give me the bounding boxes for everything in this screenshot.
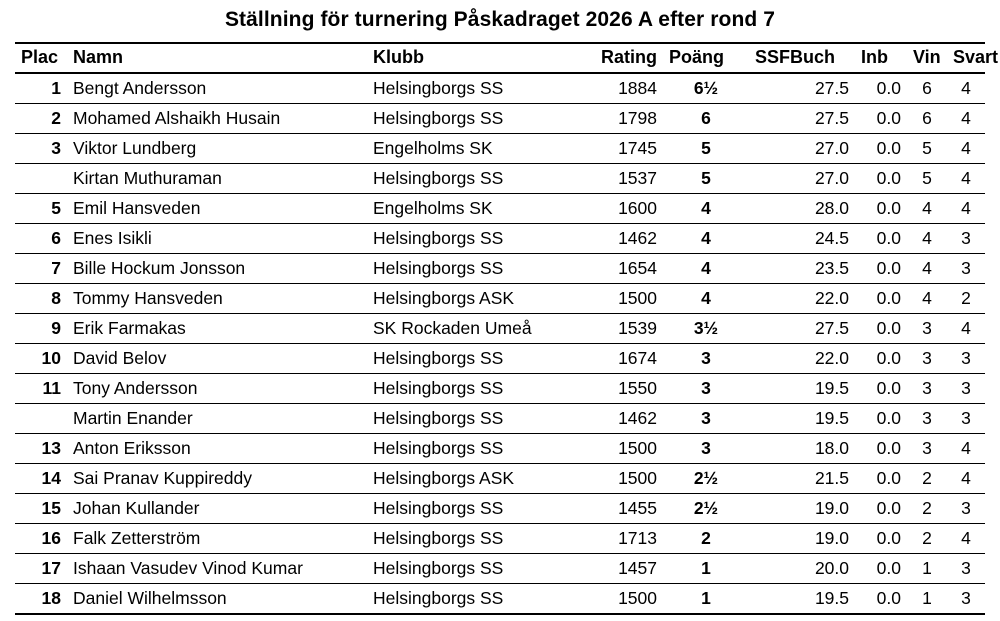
- cell-rating: 1884: [575, 73, 663, 104]
- cell-svart: 4: [947, 434, 985, 464]
- table-row: [15, 584, 985, 615]
- cell-klubb: Engelholms SK: [367, 194, 575, 224]
- table-row: [15, 494, 985, 524]
- cell-plac: 1: [15, 73, 67, 104]
- cell-ssfbuch: 27.5: [749, 314, 855, 344]
- cell-plac: 15: [15, 494, 67, 524]
- page-title: Ställning för turnering Påskadraget 2026 A efter rond 7: [224, 8, 776, 31]
- cell-vin: 3: [907, 404, 947, 434]
- cell-ssfbuch: 19.0: [749, 524, 855, 554]
- column-header-poang: Poäng: [663, 43, 749, 73]
- cell-inb: 0.0: [855, 73, 907, 104]
- cell-inb: 0.0: [855, 524, 907, 554]
- cell-plac: 7: [15, 254, 67, 284]
- cell-plac: 10: [15, 344, 67, 374]
- table-row: [15, 314, 985, 344]
- cell-vin: 1: [907, 584, 947, 615]
- cell-vin: 6: [907, 73, 947, 104]
- cell-klubb: Helsingborgs SS: [367, 584, 575, 615]
- column-header-klubb: Klubb: [367, 43, 575, 73]
- cell-namn: Kirtan Muthuraman: [67, 164, 367, 194]
- table-row: [15, 194, 985, 224]
- cell-ssfbuch: 22.0: [749, 284, 855, 314]
- cell-inb: 0.0: [855, 554, 907, 584]
- cell-namn: David Belov: [67, 344, 367, 374]
- cell-poang: 3: [663, 344, 749, 374]
- cell-plac: 2: [15, 104, 67, 134]
- cell-klubb: Helsingborgs SS: [367, 104, 575, 134]
- cell-rating: 1745: [575, 134, 663, 164]
- cell-poang: 3½: [663, 314, 749, 344]
- cell-poang: 3: [663, 434, 749, 464]
- cell-namn: Falk Zetterström: [67, 524, 367, 554]
- cell-poang: 2: [663, 524, 749, 554]
- cell-ssfbuch: 21.5: [749, 464, 855, 494]
- cell-vin: 4: [907, 284, 947, 314]
- cell-inb: 0.0: [855, 134, 907, 164]
- cell-vin: 4: [907, 254, 947, 284]
- cell-rating: 1713: [575, 524, 663, 554]
- cell-rating: 1500: [575, 434, 663, 464]
- cell-rating: 1500: [575, 284, 663, 314]
- standings-table: [15, 42, 999, 615]
- cell-ssfbuch: 27.5: [749, 104, 855, 134]
- cell-rating: 1600: [575, 194, 663, 224]
- cell-rating: 1539: [575, 314, 663, 344]
- cell-klubb: Helsingborgs SS: [367, 554, 575, 584]
- cell-namn: Mohamed Alshaikh Husain: [67, 104, 367, 134]
- cell-vin: 5: [907, 164, 947, 194]
- cell-vin: 5: [907, 134, 947, 164]
- column-header-namn: Namn: [67, 43, 367, 73]
- table-row: [15, 284, 985, 314]
- cell-klubb: Helsingborgs SS: [367, 164, 575, 194]
- cell-namn: Johan Kullander: [67, 494, 367, 524]
- cell-inb: 0.0: [855, 104, 907, 134]
- cell-poang: 3: [663, 374, 749, 404]
- cell-svart: 3: [947, 494, 985, 524]
- cell-ssfbuch: 28.0: [749, 194, 855, 224]
- cell-rating: 1537: [575, 164, 663, 194]
- cell-inb: 0.0: [855, 284, 907, 314]
- cell-vin: 6: [907, 104, 947, 134]
- cell-svart: 4: [947, 73, 985, 104]
- cell-vin: 4: [907, 224, 947, 254]
- cell-svart: 4: [947, 104, 985, 134]
- cell-namn: Anton Eriksson: [67, 434, 367, 464]
- cell-svart: 3: [947, 374, 985, 404]
- cell-namn: Martin Enander: [67, 404, 367, 434]
- cell-ssfbuch: 20.0: [749, 554, 855, 584]
- column-header-svart: Svart: [947, 43, 985, 73]
- cell-poang: 1: [663, 554, 749, 584]
- cell-poang: 4: [663, 254, 749, 284]
- cell-vin: 2: [907, 524, 947, 554]
- cell-poang: 5: [663, 164, 749, 194]
- cell-inb: 0.0: [855, 254, 907, 284]
- cell-plac: 6: [15, 224, 67, 254]
- cell-svart: 3: [947, 344, 985, 374]
- cell-ssfbuch: 23.5: [749, 254, 855, 284]
- cell-rating: 1500: [575, 584, 663, 615]
- cell-ssfbuch: 24.5: [749, 224, 855, 254]
- cell-klubb: Helsingborgs SS: [367, 404, 575, 434]
- cell-rating: 1550: [575, 374, 663, 404]
- cell-ssfbuch: 19.5: [749, 404, 855, 434]
- cell-plac: 3: [15, 134, 67, 164]
- cell-vin: 3: [907, 314, 947, 344]
- cell-namn: Viktor Lundberg: [67, 134, 367, 164]
- column-header-vin: Vin: [907, 43, 947, 73]
- table-row: [15, 434, 985, 464]
- cell-namn: Erik Farmakas: [67, 314, 367, 344]
- cell-svart: 4: [947, 524, 985, 554]
- table-row: [15, 104, 985, 134]
- cell-ssfbuch: 18.0: [749, 434, 855, 464]
- cell-ssfbuch: 19.0: [749, 494, 855, 524]
- cell-poang: 2½: [663, 464, 749, 494]
- cell-namn: Bille Hockum Jonsson: [67, 254, 367, 284]
- table-row: [15, 224, 985, 254]
- cell-namn: Tony Andersson: [67, 374, 367, 404]
- table-row: [15, 344, 985, 374]
- cell-poang: 5: [663, 134, 749, 164]
- cell-plac: 13: [15, 434, 67, 464]
- cell-plac: 16: [15, 524, 67, 554]
- cell-klubb: Helsingborgs SS: [367, 524, 575, 554]
- column-header-rating: Rating: [575, 43, 663, 73]
- cell-svart: 4: [947, 194, 985, 224]
- cell-vin: 2: [907, 494, 947, 524]
- cell-svart: 3: [947, 584, 985, 615]
- cell-rating: 1500: [575, 464, 663, 494]
- cell-vin: 4: [907, 194, 947, 224]
- table-row: [15, 134, 985, 164]
- table-row: [15, 254, 985, 284]
- cell-klubb: Helsingborgs SS: [367, 344, 575, 374]
- cell-klubb: Helsingborgs SS: [367, 434, 575, 464]
- cell-klubb: SK Rockaden Umeå: [367, 314, 575, 344]
- cell-rating: 1462: [575, 224, 663, 254]
- cell-inb: 0.0: [855, 434, 907, 464]
- cell-klubb: Helsingborgs ASK: [367, 464, 575, 494]
- cell-klubb: Helsingborgs ASK: [367, 284, 575, 314]
- cell-svart: 3: [947, 554, 985, 584]
- cell-ssfbuch: 27.5: [749, 73, 855, 104]
- column-header-ssfbuch: SSFBuch: [749, 43, 855, 73]
- cell-klubb: Helsingborgs SS: [367, 73, 575, 104]
- cell-svart: 3: [947, 404, 985, 434]
- cell-klubb: Helsingborgs SS: [367, 494, 575, 524]
- cell-namn: Enes Isikli: [67, 224, 367, 254]
- cell-poang: 4: [663, 284, 749, 314]
- cell-inb: 0.0: [855, 404, 907, 434]
- cell-plac: 5: [15, 194, 67, 224]
- cell-namn: Daniel Wilhelmsson: [67, 584, 367, 615]
- table-row: [15, 164, 985, 194]
- cell-ssfbuch: 19.5: [749, 584, 855, 615]
- cell-klubb: Helsingborgs SS: [367, 224, 575, 254]
- cell-poang: 3: [663, 404, 749, 434]
- cell-ssfbuch: 22.0: [749, 344, 855, 374]
- table-row: [15, 404, 985, 434]
- cell-svart: 4: [947, 314, 985, 344]
- table-row: [15, 374, 985, 404]
- cell-klubb: Engelholms SK: [367, 134, 575, 164]
- cell-svart: 3: [947, 254, 985, 284]
- cell-rating: 1455: [575, 494, 663, 524]
- cell-plac: [15, 404, 67, 434]
- cell-rating: 1654: [575, 254, 663, 284]
- cell-plac: 18: [15, 584, 67, 615]
- cell-namn: Sai Pranav Kuppireddy: [67, 464, 367, 494]
- cell-poang: 6: [663, 104, 749, 134]
- cell-inb: 0.0: [855, 584, 907, 615]
- cell-rating: 1674: [575, 344, 663, 374]
- cell-inb: 0.0: [855, 464, 907, 494]
- table-header-row: [15, 43, 985, 73]
- cell-poang: 4: [663, 224, 749, 254]
- cell-klubb: Helsingborgs SS: [367, 374, 575, 404]
- cell-inb: 0.0: [855, 344, 907, 374]
- cell-ssfbuch: 27.0: [749, 134, 855, 164]
- cell-rating: 1457: [575, 554, 663, 584]
- cell-inb: 0.0: [855, 194, 907, 224]
- cell-namn: Emil Hansveden: [67, 194, 367, 224]
- cell-rating: 1462: [575, 404, 663, 434]
- cell-poang: 4: [663, 194, 749, 224]
- cell-vin: 1: [907, 554, 947, 584]
- cell-plac: 17: [15, 554, 67, 584]
- cell-svart: 4: [947, 164, 985, 194]
- cell-svart: 4: [947, 464, 985, 494]
- cell-vin: 3: [907, 374, 947, 404]
- cell-plac: 8: [15, 284, 67, 314]
- cell-klubb: Helsingborgs SS: [367, 254, 575, 284]
- cell-inb: 0.0: [855, 494, 907, 524]
- cell-plac: 14: [15, 464, 67, 494]
- cell-inb: 0.0: [855, 314, 907, 344]
- table-row: [15, 73, 985, 104]
- cell-vin: 3: [907, 434, 947, 464]
- cell-namn: Ishaan Vasudev Vinod Kumar: [67, 554, 367, 584]
- cell-poang: 2½: [663, 494, 749, 524]
- cell-inb: 0.0: [855, 224, 907, 254]
- cell-vin: 2: [907, 464, 947, 494]
- table-row: [15, 464, 985, 494]
- cell-namn: Bengt Andersson: [67, 73, 367, 104]
- cell-vin: 3: [907, 344, 947, 374]
- cell-plac: [15, 164, 67, 194]
- table-body: [15, 73, 985, 614]
- cell-ssfbuch: 19.5: [749, 374, 855, 404]
- table-header: [15, 43, 999, 73]
- column-header-plac: Plac: [15, 43, 67, 73]
- cell-inb: 0.0: [855, 164, 907, 194]
- cell-plac: 11: [15, 374, 67, 404]
- cell-rating: 1798: [575, 104, 663, 134]
- cell-namn: Tommy Hansveden: [67, 284, 367, 314]
- cell-svart: 4: [947, 134, 985, 164]
- cell-inb: 0.0: [855, 374, 907, 404]
- table-row: [15, 554, 985, 584]
- cell-plac: 9: [15, 314, 67, 344]
- cell-poang: 1: [663, 584, 749, 615]
- cell-poang: 6½: [663, 73, 749, 104]
- cell-svart: 3: [947, 224, 985, 254]
- cell-ssfbuch: 27.0: [749, 164, 855, 194]
- table-row: [15, 524, 985, 554]
- cell-svart: 2: [947, 284, 985, 314]
- column-header-inb: Inb: [855, 43, 907, 73]
